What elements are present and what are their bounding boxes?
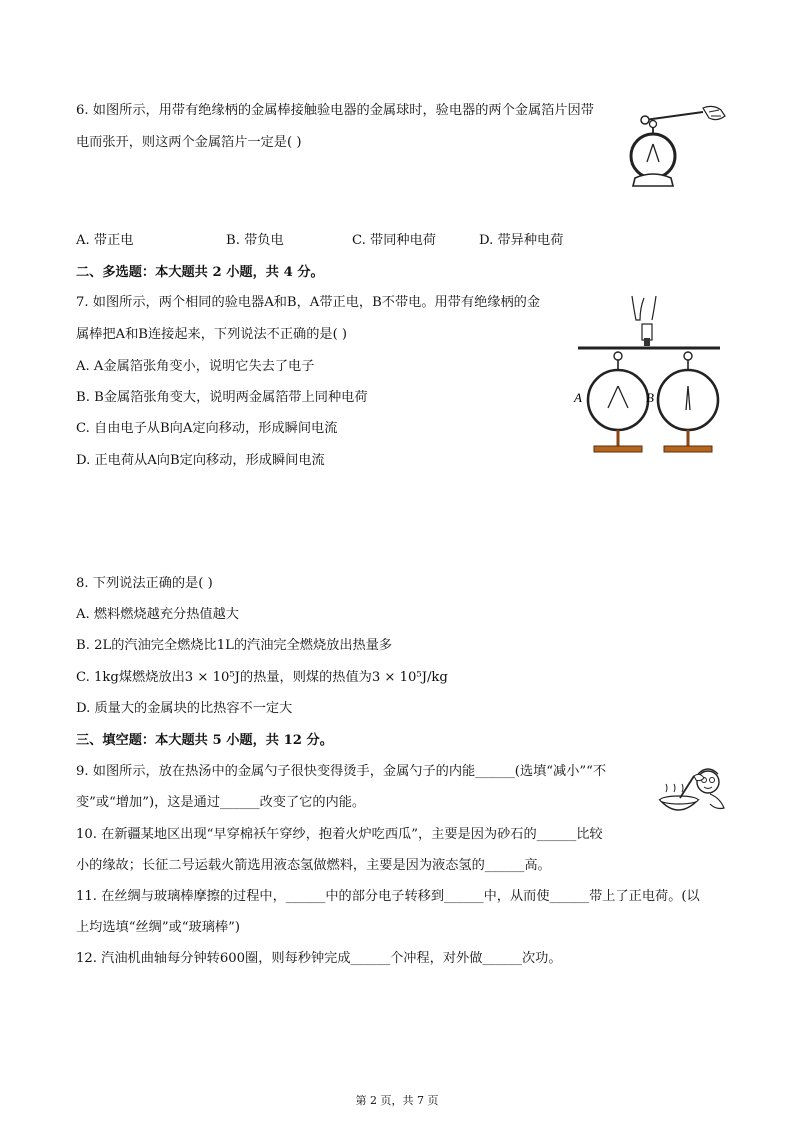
two-electroscopes-figure-q7: [570, 290, 730, 460]
q11-line2: 上均选填“丝绸”或“玻璃棒”): [76, 920, 240, 935]
q6-option-d: D. 带异种电荷: [479, 233, 564, 248]
q7-option-b: B. B金属箔张角变大，说明两金属箔带上同种电荷: [76, 390, 368, 405]
q9-line1: 9. 如图所示，放在热汤中的金属勺子很快变得烫手，金属勺子的内能______(选填“减小”“不: [76, 764, 607, 779]
q12-line1: 12. 汽油机曲轴每分钟转600圈，则每秒钟完成______个冲程，对外做______次功。: [76, 951, 562, 966]
q8-option-d: D. 质量大的金属块的比热容不一定大: [76, 701, 293, 716]
q6-line1: 6. 如图所示，用带有绝缘柄的金属棒接触验电器的金属球时，验电器的两个金属箔片因带: [76, 103, 594, 118]
q11-line1: 11. 在丝绸与玻璃棒摩擦的过程中，______中的部分电子转移到______中，从而使______带上了正电荷。(以: [76, 889, 700, 904]
spoon-soup-figure-q9: [650, 762, 730, 824]
q8-line1: 8. 下列说法正确的是( ): [76, 576, 213, 591]
q6-option-c: C. 带同种电荷: [352, 233, 436, 248]
page-footer: 第 2 页，共 7 页: [355, 1094, 439, 1107]
q7-option-c: C. 自由电子从B向A定向移动，形成瞬间电流: [76, 421, 338, 436]
q7-option-d: D. 正电荷从A向B定向移动，形成瞬间电流: [76, 453, 325, 468]
q7-option-a: A. A金属箔张角变小，说明它失去了电子: [76, 359, 315, 374]
q10-line2: 小的缘故；长征二号运载火箭选用液态氢做燃料，主要是因为液态氢的______高。: [76, 858, 551, 873]
q7-line1: 7. 如图所示，两个相同的验电器A和B，A带正电，B不带电。用带有绝缘柄的金: [76, 295, 541, 310]
section-heading-multiple-choice: 二、多选题：本大题共 2 小题，共 4 分。: [76, 265, 324, 280]
q7-line2: 属棒把A和B连接起来，下列说法不正确的是( ): [76, 327, 348, 342]
q8-option-b: B. 2L的汽油完全燃烧比1L的汽油完全燃烧放出热量多: [76, 638, 393, 653]
q8-option-a: A. 燃料燃烧越充分热值越大: [76, 607, 239, 622]
q6-option-a: A. 带正电: [76, 233, 134, 248]
q10-line1: 10. 在新疆某地区出现“早穿棉袄午穿纱，抱着火炉吃西瓜”，主要是因为砂石的______比较: [76, 827, 603, 842]
figure-label-a: A: [574, 390, 582, 405]
q8-option-c: C. 1kg煤燃烧放出3 × 10⁵J的热量，则煤的热值为3 × 10⁵J/kg: [76, 670, 448, 685]
q6-line2: 电而张开，则这两个金属箔片一定是( ): [76, 135, 302, 150]
figure-label-b: B: [646, 390, 654, 405]
section-heading-fill-in: 三、填空题：本大题共 5 小题，共 12 分。: [76, 733, 333, 748]
q6-option-b: B. 带负电: [226, 233, 284, 248]
q9-line2: 变”或“增加”)，这是通过______改变了它的内能。: [76, 795, 366, 810]
electroscope-figure-q6: [625, 98, 735, 198]
